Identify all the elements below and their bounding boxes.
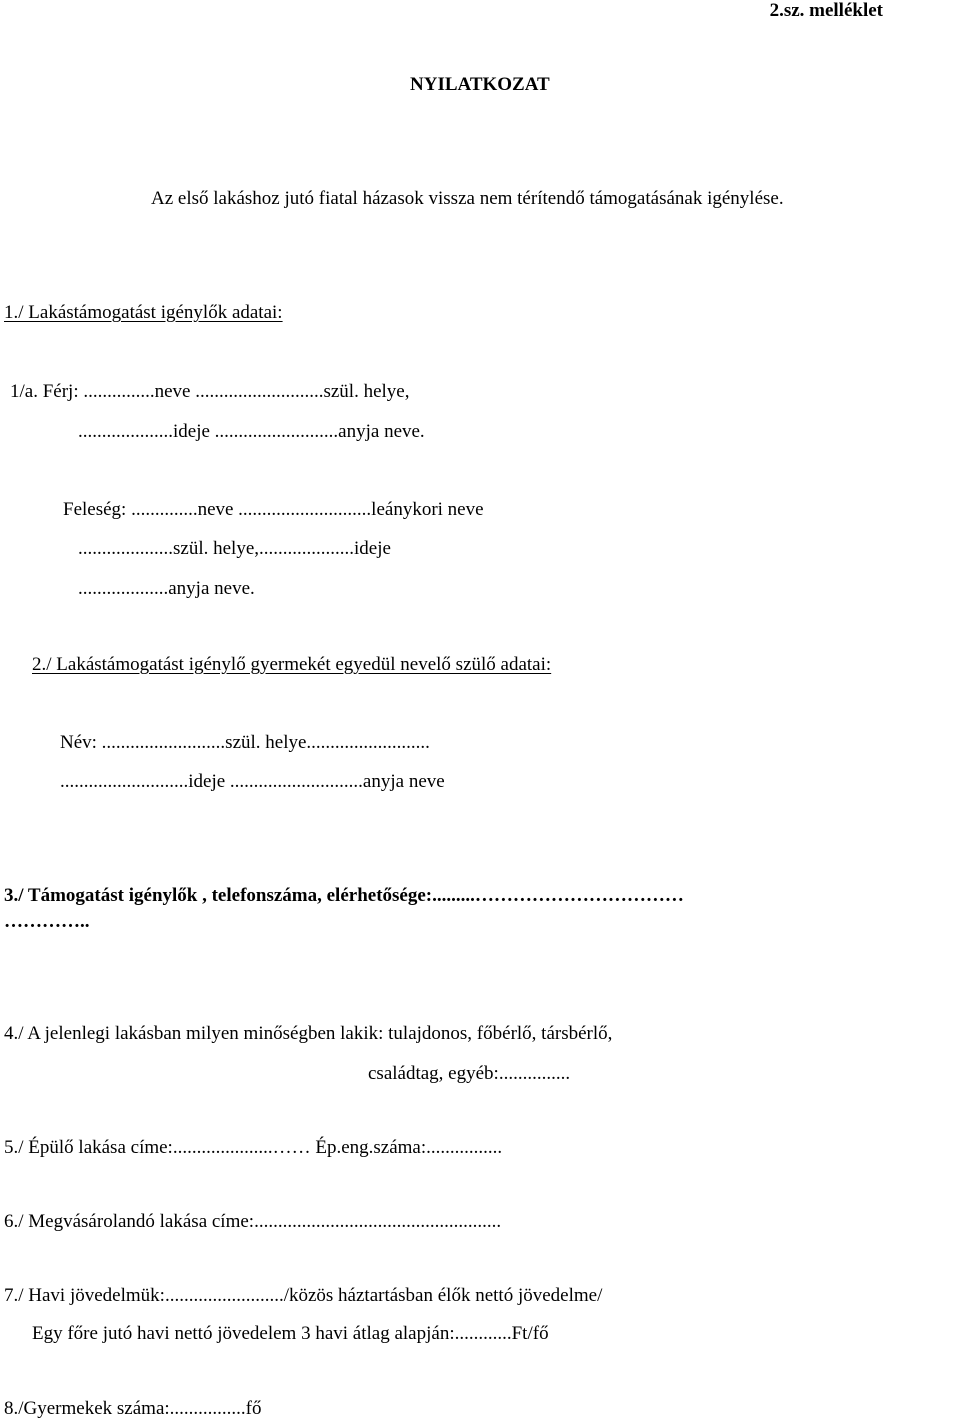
section-3-continuation: ………….. xyxy=(4,911,90,932)
parent-line-1: Név: ..........................szül. helye.......................... xyxy=(60,732,430,753)
section-1-heading: 1./ Lakástámogatást igénylők adatai: xyxy=(4,302,283,323)
document-subtitle: Az első lakáshoz jutó fiatal házasok vissza nem térítendő támogatásának igénylése. xyxy=(151,188,784,209)
section-5-line: 5./ Épülő lakása címe:.....................…… Ép.eng.száma:................ xyxy=(4,1137,503,1158)
section-3-heading: 3./ Támogatást igénylők , telefonszáma, elérhetősége:.........…………………………… xyxy=(4,885,684,906)
wife-line-1: Feleség: ..............neve ............................leánykori neve xyxy=(63,499,484,520)
section-4-line-1: 4./ A jelenlegi lakásban milyen minőségben lakik: tulajdonos, főbérlő, társbérlő, xyxy=(4,1023,613,1044)
annex-label: 2.sz. melléklet xyxy=(769,0,883,21)
husband-line-2: ....................ideje ..........................anyja neve. xyxy=(78,421,425,442)
parent-line-2: ...........................ideje ............................anyja neve xyxy=(60,771,445,792)
section-4-line-2: családtag, egyéb:............... xyxy=(368,1063,571,1084)
husband-line-1: 1/a. Férj: ...............neve ...........................szül. helye, xyxy=(10,381,410,402)
section-7-line-1: 7./ Havi jövedelmük:........................./közös háztartásban élők nettó jövedelme/ xyxy=(4,1285,603,1306)
document-title: NYILATKOZAT xyxy=(410,74,550,95)
wife-line-3: ...................anyja neve. xyxy=(78,578,255,599)
section-2-heading: 2./ Lakástámogatást igénylő gyermekét egyedül nevelő szülő adatai: xyxy=(32,654,552,675)
wife-line-2: ....................szül. helye,....................ideje xyxy=(78,538,391,559)
section-6-line: 6./ Megvásárolandó lakása címe:.................................................... xyxy=(4,1211,502,1232)
section-8-line: 8./Gyermekek száma:................fő xyxy=(4,1398,262,1419)
section-7-line-2: Egy főre jutó havi nettó jövedelem 3 havi átlag alapján:............Ft/fő xyxy=(32,1323,549,1344)
